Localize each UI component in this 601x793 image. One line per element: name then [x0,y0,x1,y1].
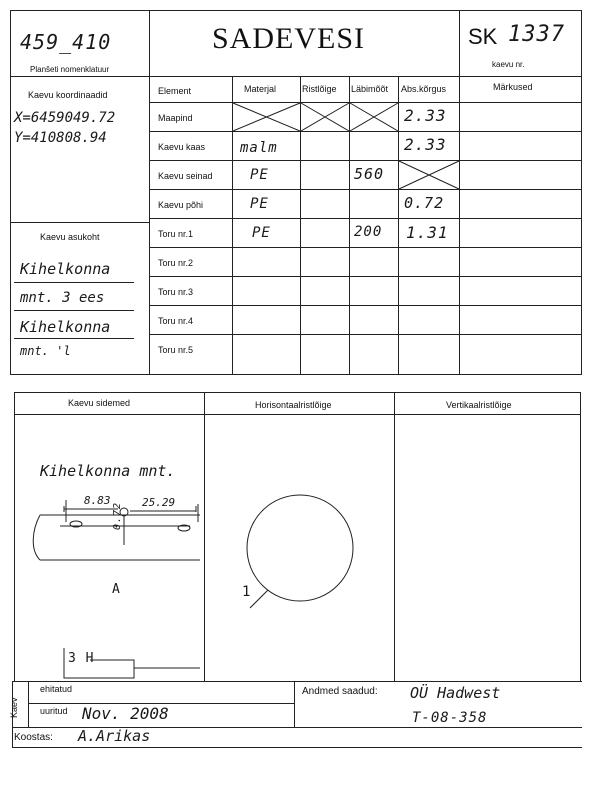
cell-abs: 1.31 [406,223,449,242]
page-title: SADEVESI [212,22,366,55]
location-line-4: mnt. 'l [20,344,71,358]
sheet-label: Planšeti nomenklatuur [30,65,110,74]
coord-y: Y=410808.94 [14,130,107,146]
row-label: Toru nr.3 [158,287,194,297]
koostas-label: Koostas: [14,732,53,743]
cell-materjal: PE [250,196,269,212]
location-line-1: Kihelkonna [20,260,111,278]
cell-abs: 2.33 [404,106,447,125]
uuritud-label: uuritud [40,706,68,716]
well-prefix: SK [468,24,498,49]
street-name: Kihelkonna mnt. [40,462,176,480]
col-abs: Abs.kõrgus [401,84,447,94]
row-label: Toru nr.2 [158,258,194,268]
coord-x: X=6459049.72 [14,110,116,126]
sheet-number: 459_410 [20,30,112,54]
sidemed-label: Kaevu sidemed [68,398,131,408]
cell-materjal: malm [240,140,278,156]
dist-2: 25.29 [142,496,176,509]
box-text: 3 H [68,651,95,666]
andmed-label: Andmed saadud: [302,686,378,697]
koostas-value: A.Arikas [78,727,151,745]
andmed-value-1: OÜ Hadwest [410,684,501,702]
row-label: Toru nr.4 [158,316,194,326]
row-label: Toru nr.1 [158,229,194,239]
well-label: kaevu nr. [492,60,525,69]
ehitatud-label: ehitatud [40,684,73,694]
col-element: Element [158,86,192,96]
col-labimoot: Läbimõõt [351,84,389,94]
andmed-value-2: T-08-358 [412,710,488,726]
location-line-3: Kihelkonna [20,318,111,336]
cell-abs: 2.33 [404,135,447,154]
row-label: Kaevu põhi [158,200,204,210]
dist-1: 8.83 [84,494,111,507]
location-line-2: mnt. 3 ees [20,290,105,306]
col-materjal: Materjal [244,84,277,94]
uuritud-value: Nov. 2008 [82,704,169,723]
coords-label: Kaevu koordinaadid [28,90,108,100]
vert-label: Vertikaalristlõige [446,400,512,410]
cell-abs: 0.72 [404,194,445,212]
pipe-number: 1 [242,584,252,600]
cell-labimoot: 200 [354,224,383,240]
location-label: Kaevu asukoht [40,232,100,242]
row-label: Toru nr.5 [158,345,194,355]
row-label: Kaevu seinad [158,171,213,181]
cell-materjal: PE [250,167,269,183]
cell-labimoot: 560 [354,165,385,183]
row-label: Kaevu kaas [158,142,206,152]
horis-label: Horisontaalristlõige [255,400,332,410]
well-number: 1337 [508,22,565,47]
depth-label: 0.72 [112,501,123,530]
cell-materjal: PE [252,225,271,241]
letter-a: A [112,582,121,597]
col-markused: Märkused [493,82,533,92]
kaev-label: Kaev [9,697,19,718]
row-label: Maapind [158,113,193,123]
col-ristloige: Ristlõige [302,84,337,94]
